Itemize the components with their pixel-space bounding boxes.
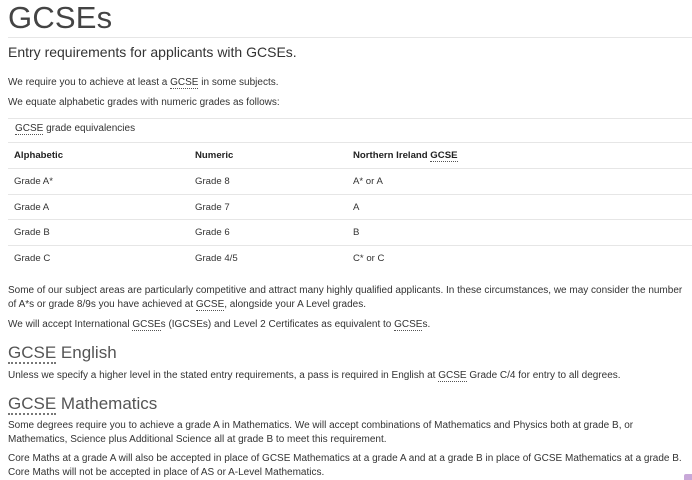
cell-numeric: Grade 6 (195, 227, 230, 238)
table-row (8, 245, 692, 271)
gcse-abbr[interactable]: GCSE (170, 77, 199, 88)
table-caption (15, 122, 135, 136)
table-row (8, 168, 692, 194)
table-row (8, 194, 692, 220)
intro-paragraph-1 (8, 76, 688, 90)
maths-heading-text: Mathematics (56, 394, 158, 413)
gcse-abbr[interactable]: GCSE (438, 370, 467, 381)
gcse-abbr[interactable]: GCSE (8, 394, 57, 413)
english-heading-text: English (56, 343, 117, 362)
cell-alphabetic: Grade B (14, 227, 50, 238)
intro-paragraph-2: We equate alphabetic grades with numeric grades as follows: (8, 97, 280, 108)
caption-text: grade equivalencies (43, 123, 136, 134)
table-row (8, 219, 692, 245)
header-numeric: Numeric (195, 150, 234, 161)
intro-text-end: in some subjects. (198, 77, 279, 88)
intl-text-2: s (IGCSEs) and Level 2 Certificates as equivalent to (160, 319, 395, 330)
grade-equivalency-table (8, 118, 692, 275)
maths-paragraph-1: Some degrees require you to achieve a grade A in Mathematics. We will accept combinations of Mathematics and Physics both at grade B, or Mathematics, Science plus Additional Science all at grade B to meet this requirement. (8, 420, 634, 445)
maths-heading (8, 394, 157, 414)
title-divider (8, 37, 692, 38)
competitive-text-end: , alongside your A Level grades. (224, 299, 367, 310)
cell-alphabetic: Grade C (14, 253, 51, 264)
cell-numeric: Grade 8 (195, 176, 230, 187)
gcse-abbr[interactable]: GCSE (394, 319, 423, 330)
english-text: Unless we specify a higher level in the stated entry requirements, a pass is required in English at (8, 370, 439, 381)
english-paragraph (8, 369, 688, 383)
intl-text-3: s. (422, 319, 431, 330)
header-northern-ireland (353, 143, 458, 168)
lead-text: Entry requirements for applicants with GCSEs. (8, 44, 297, 60)
intro-text: We require you to achieve at least a (8, 77, 171, 88)
scroll-indicator[interactable] (684, 474, 692, 480)
gcse-abbr[interactable]: GCSE (195, 299, 225, 310)
competitive-text: Some of our subject areas are particularly competitive and attract many highly qualified applicants. In these circumstances, we may consider the number of A*s or grade 8/9s you have achieved at (8, 285, 683, 310)
cell-ni: C* or C (353, 253, 385, 264)
cell-numeric: Grade 7 (195, 202, 230, 213)
gcse-abbr[interactable]: GCSE (132, 319, 161, 330)
intl-text-1: We will accept International (8, 319, 133, 330)
cell-ni: A (353, 202, 360, 213)
table-header-row (8, 142, 692, 168)
gcse-abbr[interactable]: GCSE (8, 343, 57, 362)
competitive-paragraph (8, 284, 688, 312)
maths-paragraph-2: Core Maths at a grade A will also be accepted in place of GCSE Mathematics at a grade A and at a grade B in place of GCSE Mathematics at a grade B. Core Maths will not be accepted in place of AS or A-Level Mathematics. (8, 453, 682, 478)
international-paragraph (8, 318, 688, 332)
english-heading (8, 343, 117, 363)
page-title: GCSEs (8, 0, 113, 35)
english-text-end: Grade C/4 for entry to all degrees. (466, 370, 621, 381)
cell-numeric: Grade 4/5 (195, 253, 238, 264)
cell-alphabetic: Grade A* (14, 176, 53, 187)
header-alphabetic: Alphabetic (14, 150, 64, 161)
cell-ni: A* or A (353, 176, 383, 187)
cell-alphabetic: Grade A (14, 202, 50, 213)
gcse-abbr[interactable]: GCSE (430, 150, 458, 161)
gcse-abbr[interactable]: GCSE (15, 123, 44, 134)
header-ni-text: Northern Ireland (353, 150, 431, 161)
cell-ni: B (353, 227, 360, 238)
